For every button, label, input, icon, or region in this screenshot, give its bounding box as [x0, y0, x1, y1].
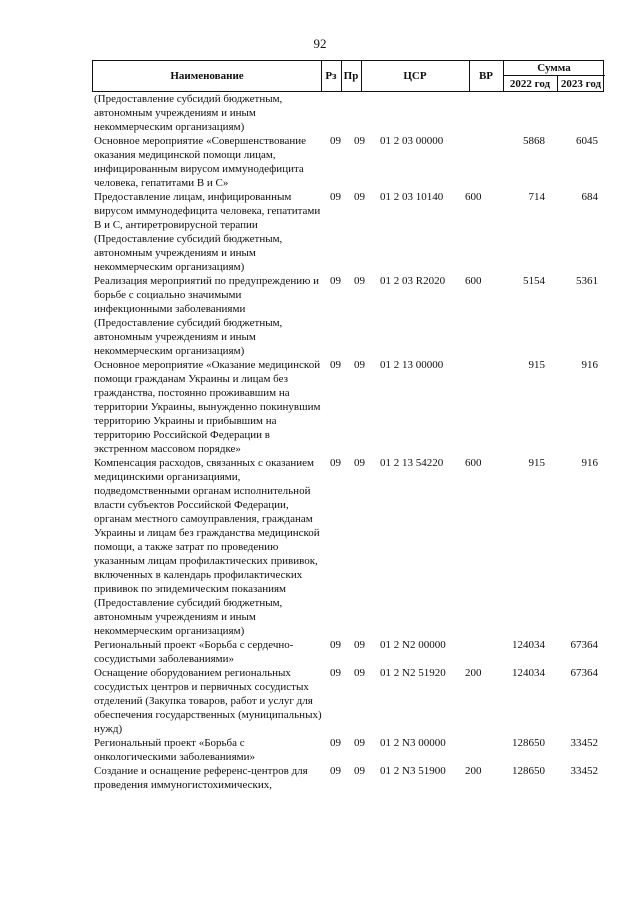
header-name: Наименование	[93, 61, 322, 91]
table-row	[94, 134, 606, 190]
row-csr: 01 2 N2 51920	[380, 667, 446, 679]
table-row	[94, 638, 606, 666]
row-a23: 5361	[576, 275, 598, 287]
row-csr: 01 2 N3 51900	[380, 765, 446, 777]
table-row	[94, 92, 606, 134]
table-row	[94, 274, 606, 358]
row-a23: 33452	[570, 737, 598, 749]
row-a23: 684	[581, 191, 598, 203]
row-csr: 01 2 03 R2020	[380, 275, 446, 287]
row-a22: 915	[528, 359, 545, 371]
row-rz: 09	[330, 639, 341, 651]
row-vr: 600	[465, 457, 482, 469]
row-rz: 09	[330, 275, 341, 287]
row-pr: 09	[354, 457, 365, 469]
row-csr: 01 2 N3 00000	[380, 737, 446, 749]
row-name: Основное мероприятие «Совершенствование оказания медицинской помощи лицам, инфицированным вирусом иммунодефицита человека, гепатитами В и С»	[94, 135, 307, 189]
row-name: Региональный проект «Борьба с сердечно-сосудистыми заболеваниями»	[94, 639, 294, 665]
row-name: Предоставление лицам, инфицированным вирусом иммунодефицита человека, гепатитами В и С, антиретровирусной терапии (Предоставление субсидий бюджетным, автономным учреждениям и иным некоммерческим организациям)	[94, 191, 321, 273]
row-name: (Предоставление субсидий бюджетным, автономным учреждениям и иным некоммерческим организациям)	[94, 93, 283, 133]
row-csr: 01 2 03 00000	[380, 135, 444, 147]
header-csr: ЦСР	[361, 61, 470, 91]
row-rz: 09	[330, 457, 341, 469]
row-pr: 09	[354, 191, 365, 203]
header-rz: Рз	[321, 61, 342, 91]
row-name: Оснащение оборудованием региональных сосудистых центров и первичных сосудистых отделений (Закупка товаров, работ и услуг для обеспечения государственных (муниципальных) нужд)	[94, 667, 322, 735]
table-row	[94, 190, 606, 274]
row-rz: 09	[330, 359, 341, 371]
row-pr: 09	[354, 737, 365, 749]
row-vr: 600	[465, 191, 482, 203]
row-name: Реализация мероприятий по предупреждению и борьбе с социально значимыми инфекционными заболеваниями (Предоставление субсидий бюджетным, автономным учреждениям и иным некоммерческим организациям)	[94, 275, 319, 357]
row-pr: 09	[354, 359, 365, 371]
row-pr: 09	[354, 667, 365, 679]
table-row	[94, 358, 606, 456]
row-a22: 915	[528, 457, 545, 469]
row-a23: 916	[581, 457, 598, 469]
header-vr: ВР	[469, 61, 504, 91]
row-a22: 124034	[512, 639, 545, 651]
row-a23: 67364	[570, 667, 598, 679]
row-pr: 09	[354, 639, 365, 651]
row-rz: 09	[330, 191, 341, 203]
row-csr: 01 2 13 00000	[380, 359, 444, 371]
row-a22: 124034	[512, 667, 545, 679]
table-row	[94, 736, 606, 764]
row-rz: 09	[330, 135, 341, 147]
row-a23: 916	[581, 359, 598, 371]
row-pr: 09	[354, 135, 365, 147]
header-year-2022: 2022 год	[503, 76, 558, 91]
table-row	[94, 456, 606, 638]
row-name: Создание и оснащение референс-центров для проведения иммуногистохимических,	[94, 765, 308, 791]
row-pr: 09	[354, 275, 365, 287]
table-row	[94, 666, 606, 736]
row-name: Компенсация расходов, связанных с оказанием медицинскими организациями, подведомственными органам исполнительной власти субъектов Российской Федерации, органам местного самоуправления, гражданам Украины и лицам без гражданства медицинской помощи, а также затрат по проведению указанным лицам профилактических прививок, включенных в календарь профилактических прививок по эпидемическим показаниям (Предоставление субсидий бюджетным, автономным учреждениям и иным некоммерческим организациям)	[94, 457, 320, 637]
row-vr: 600	[465, 275, 482, 287]
row-a22: 128650	[512, 765, 545, 777]
row-a23: 6045	[576, 135, 598, 147]
table-body	[94, 92, 606, 792]
row-name: Основное мероприятие «Оказание медицинской помощи гражданам Украины и лицам без гражданства, постоянно проживавшим на территории Украины, вынужденно покинувшим территорию Украины и прибывшим на территорию Российской Федерации в экстренном массовом порядке»	[94, 359, 321, 455]
header-sum: Сумма	[503, 61, 605, 76]
row-pr: 09	[354, 765, 365, 777]
row-a22: 5154	[523, 275, 545, 287]
row-a22: 714	[528, 191, 545, 203]
row-rz: 09	[330, 737, 341, 749]
row-csr: 01 2 03 10140	[380, 191, 444, 203]
row-a23: 67364	[570, 639, 598, 651]
row-name: Региональный проект «Борьба с онкологическими заболеваниями»	[94, 737, 255, 763]
table-row	[94, 764, 606, 792]
row-vr: 200	[465, 667, 482, 679]
table-header	[92, 60, 604, 92]
row-a22: 5868	[523, 135, 545, 147]
header-pr: Пр	[341, 61, 362, 91]
header-year-2023: 2023 год	[560, 77, 602, 90]
row-csr: 01 2 N2 00000	[380, 639, 446, 651]
row-rz: 09	[330, 765, 341, 777]
row-rz: 09	[330, 667, 341, 679]
row-vr: 200	[465, 765, 482, 777]
row-a22: 128650	[512, 737, 545, 749]
row-a23: 33452	[570, 765, 598, 777]
page-number: 92	[313, 36, 327, 51]
row-csr: 01 2 13 54220	[380, 457, 444, 469]
